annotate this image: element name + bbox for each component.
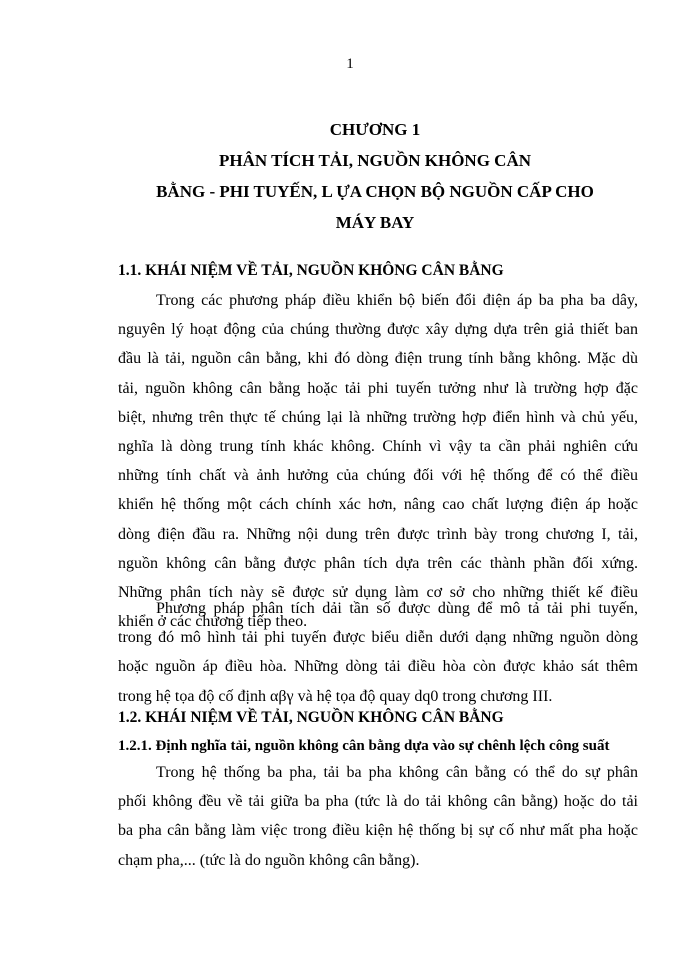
chapter-title-line: BẰNG - PHI TUYẾN, L ỰA CHỌN BỘ NGUỒN CẤP CHO (156, 182, 594, 201)
paragraph-line: tải, nguồn không cân bằng hoặc tải phi tuyến tưởng như là trường hợp đặc (118, 379, 638, 397)
section-heading-1-1: 1.1. KHÁI NIỆM VỀ TẢI, NGUỒN KHÔNG CÂN BẰNG (118, 262, 504, 279)
paragraph-line: những tính chất và ảnh hưởng của chúng đối với hệ thống để có thể điều (118, 467, 638, 485)
paragraph-line: nghĩa là dòng trung tính khác không. Chính vì vậy ta cần phải nghiên cứu (118, 437, 638, 455)
subsection-heading-1-2-1: 1.2.1. Định nghĩa tải, nguồn không cân bằng dựa vào sự chênh lệch công suất (118, 738, 610, 754)
section-1-1-paragraph-1 (118, 286, 638, 636)
chapter-title-line: MÁY BAY (335, 213, 415, 232)
paragraph-line: phối không đều về tải giữa ba pha (tức là do tải không cân bằng) hoặc do tải (118, 793, 638, 811)
chapter-title-block (110, 114, 640, 238)
paragraph-line: trong hệ tọa độ cố định αβγ và hệ tọa độ quay dq0 trong chương III. (118, 687, 553, 705)
chapter-title-line: PHÂN TÍCH TẢI, NGUỒN KHÔNG CÂN (218, 151, 531, 170)
paragraph-line: trong đó mô hình tải phi tuyến được biểu diễn dưới dạng những nguồn dòng (118, 629, 638, 647)
paragraph-line: khiển ở các chương tiếp theo. (118, 613, 308, 631)
paragraph-line: chạm pha,... (tức là do nguồn không cân bằng). (118, 851, 420, 869)
section-1-1-paragraph-2 (118, 594, 638, 711)
section-heading-1-2: 1.2. KHÁI NIỆM VỀ TẢI, NGUỒN KHÔNG CÂN BẰNG (118, 709, 504, 726)
paragraph-line: dòng điện đầu ra. Những nội dung trên được trình bày trong chương I, tải, (118, 525, 638, 543)
paragraph-line: nguồn không cân bằng được phân tích dựa trên các thành phần đối xứng. (118, 554, 638, 572)
section-1-2-1-paragraph-1 (118, 758, 638, 875)
paragraph-line: Trong các phương pháp điều khiển bộ biến đổi điện áp ba pha ba dây, (156, 292, 638, 309)
paragraph-line: khiển hệ thống một cách chính xác hơn, nâng cao chất lượng điện áp hoặc (118, 496, 638, 514)
paragraph-line: đầu là tải, nguồn cân bằng, khi đó dòng điện trung tính bằng không. Mặc dù (118, 350, 638, 368)
page-number: 1 (346, 56, 354, 72)
paragraph-line: Những phân tích này sẽ được sử dụng làm cơ sở cho những thiết kế điều (118, 583, 638, 601)
paragraph-line: hoặc nguồn áp điều hòa. Những dòng tải điều hòa còn được khảo sát thêm (118, 658, 638, 676)
paragraph-line: ba pha cân bằng làm việc trong điều kiện hệ thống bị sự cố như mất pha hoặc (118, 822, 638, 840)
paragraph-line: Phương pháp phân tích dải tần số được dùng để mô tả tải phi tuyến, (156, 600, 638, 617)
paragraph-line: biệt, nhưng trên thực tế chúng lại là những trường hợp điển hình và chủ yếu, (118, 408, 638, 426)
paragraph-line: nguyên lý hoạt động của chúng thường được xây dựng dựa trên giả thiết ban (118, 321, 638, 339)
paragraph-line: Trong hệ thống ba pha, tải ba pha không cân bằng có thể do sự phân (156, 764, 638, 781)
chapter-number: CHƯƠNG 1 (329, 120, 421, 139)
